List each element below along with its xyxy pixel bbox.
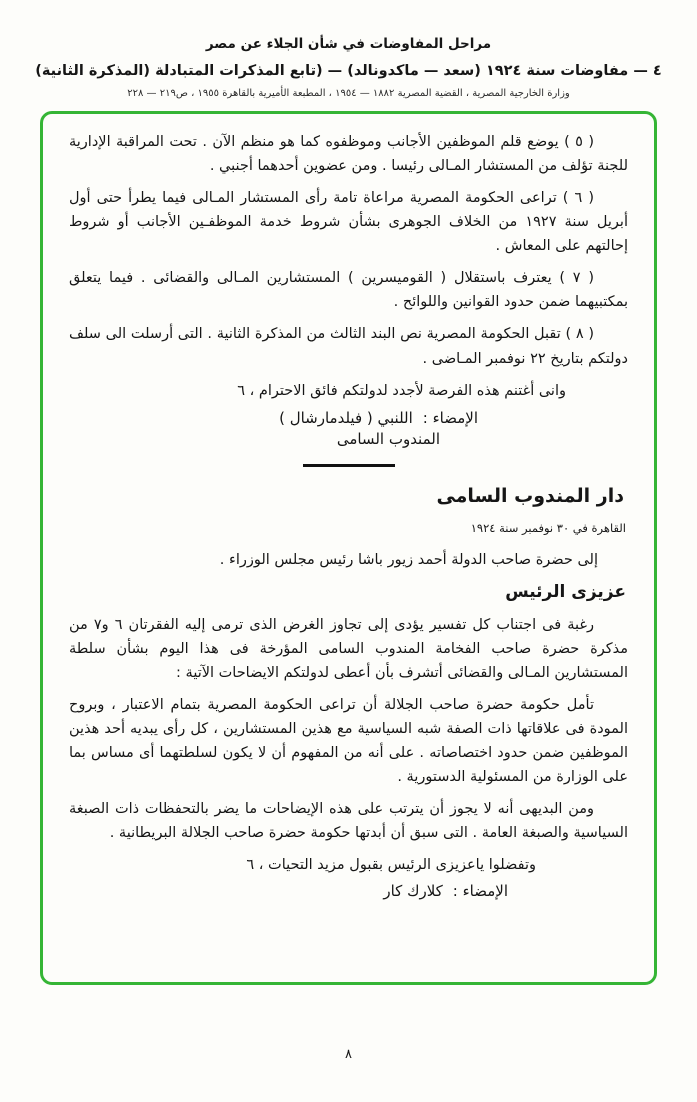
letter2-paragraph-3: ومن البديهى أنه لا يجوز أن يترتب على هذه الإيضاحات ما يضر بالتحفظات ذات الصبغة السياسية والصبغة العامة . التى سبق أن أبدتها حكومة حضرة صاحب الجلالة البريطانية . xyxy=(69,801,628,842)
letter2-addressee: إلى حضرة صاحب الدولة أحمد زيور باشا رئيس مجلس الوزراء . xyxy=(219,551,598,568)
letter1-signature-block xyxy=(69,409,478,448)
letter2-signature-block xyxy=(69,882,508,900)
letter1-clause-5: ( ٥ ) يوضع قلم الموظفين الأجانب وموظفوه كما هو منظم الآن . تحت المراقبة الإدارية للجنة تؤلف من المستشار المـالى رئيسا . ومن عضوين أحدهما أجنبي . xyxy=(69,134,628,175)
header-title: مراحل المفاوضات في شأن الجلاء عن مصر xyxy=(205,36,492,52)
letter1-clause-7: ( ٧ ) يعترف باستقلال ( القوميسرين ) المستشارين المـالى والقضائى . فيما يتعلق بمكتبيهما ضمن حدود القوانين واللوائح . xyxy=(69,270,628,311)
letter1-signature-line xyxy=(69,409,478,427)
signature-name: اللنبي ( فيلدمارشال ) xyxy=(279,408,413,427)
letter2-paragraph-1: رغبة فى اجتناب كل تفسير يؤدى إلى تجاوز الغرض الذى ترمى إليه الفقرتان ٦ و٧ من مذكرة حضرة صاحب الفخامة المندوب السامى المؤرخة فى هذا اليوم بشأن سلطة المستشارين المـالى والقضائى أتشرف بأن أعطى لدولتكم الايضاحات الآتية : xyxy=(69,616,628,681)
letter2-salutation: عزيزى الرئيس xyxy=(505,581,626,602)
letter2-closing-line: وتفضلوا ياعزيزى الرئيس بقبول مزيد التحيات ، ٦ xyxy=(246,857,536,874)
header-source-citation: وزارة الخارجية المصرية ، القضية المصرية ١٨٨٢ — ١٩٥٤ ، المطبعة الأميرية بالقاهرة ١٩٥٥ ، ص٢١٩ — ٢٢٨ xyxy=(127,88,570,99)
letter2-letterhead-title: دار المندوب السامى xyxy=(436,484,624,507)
signature-title: المندوب السامى xyxy=(336,429,440,448)
letter1-clause-6: ( ٦ ) تراعى الحكومة المصرية مراعاة تامة رأى المستشار المـالى فيما يطرأ حتى أول أبريل سنة ١٩٢٧ من الخلاف الجوهرى بشأن شروط خدمة الموظفـين الأجانب أو شروط إحالتهم على المعاش . xyxy=(69,190,628,255)
highlighted-content-box xyxy=(40,111,657,985)
signature-label: الإمضاء : xyxy=(422,408,478,427)
signature-label: الإمضاء : xyxy=(452,882,508,901)
letter1-closing-line: وانى أغتنم هذه الفرصة لأجدد لدولتكم فائق الاحترام ، ٦ xyxy=(237,382,566,399)
signature-name: كلارك كار xyxy=(383,882,443,901)
page-number: ٨ xyxy=(345,1047,352,1062)
letter1-clause-8: ( ٨ ) تقبل الحكومة المصرية نص البند الثالث من المذكرة الثانية . التى أرسلت الى سلف دولتكم بتاريخ ٢٢ نوفمبر المـاضى . xyxy=(69,326,628,367)
document-header xyxy=(0,36,697,99)
letter2-paragraph-2: تأمل حكومة حضرة صاحب الجلالة أن تراعى الحكومة المصرية بتمام الاعتبار ، وبروح المودة فى علاقاتها ذات الصفة شبه السياسية مع هذين المستشارين ، كل رأى يبديه أحد هذين الموظفين ضمن حدود اختصاصاته . على أنه من المفهوم أن لا يكون لسلطتهما أى مساس بما على الوزارة من المسئولية الدستورية . xyxy=(69,696,628,786)
letter2-date-line: القاهرة في ٣٠ نوفمبر سنة ١٩٢٤ xyxy=(470,520,626,535)
header-subtitle: ٤ — مفاوضات سنة ١٩٢٤ (سعد — ماكدونالد) — (تابع المذكرات المتبادلة (المذكرة الثانية) xyxy=(35,63,662,79)
section-divider-rule xyxy=(303,464,395,467)
